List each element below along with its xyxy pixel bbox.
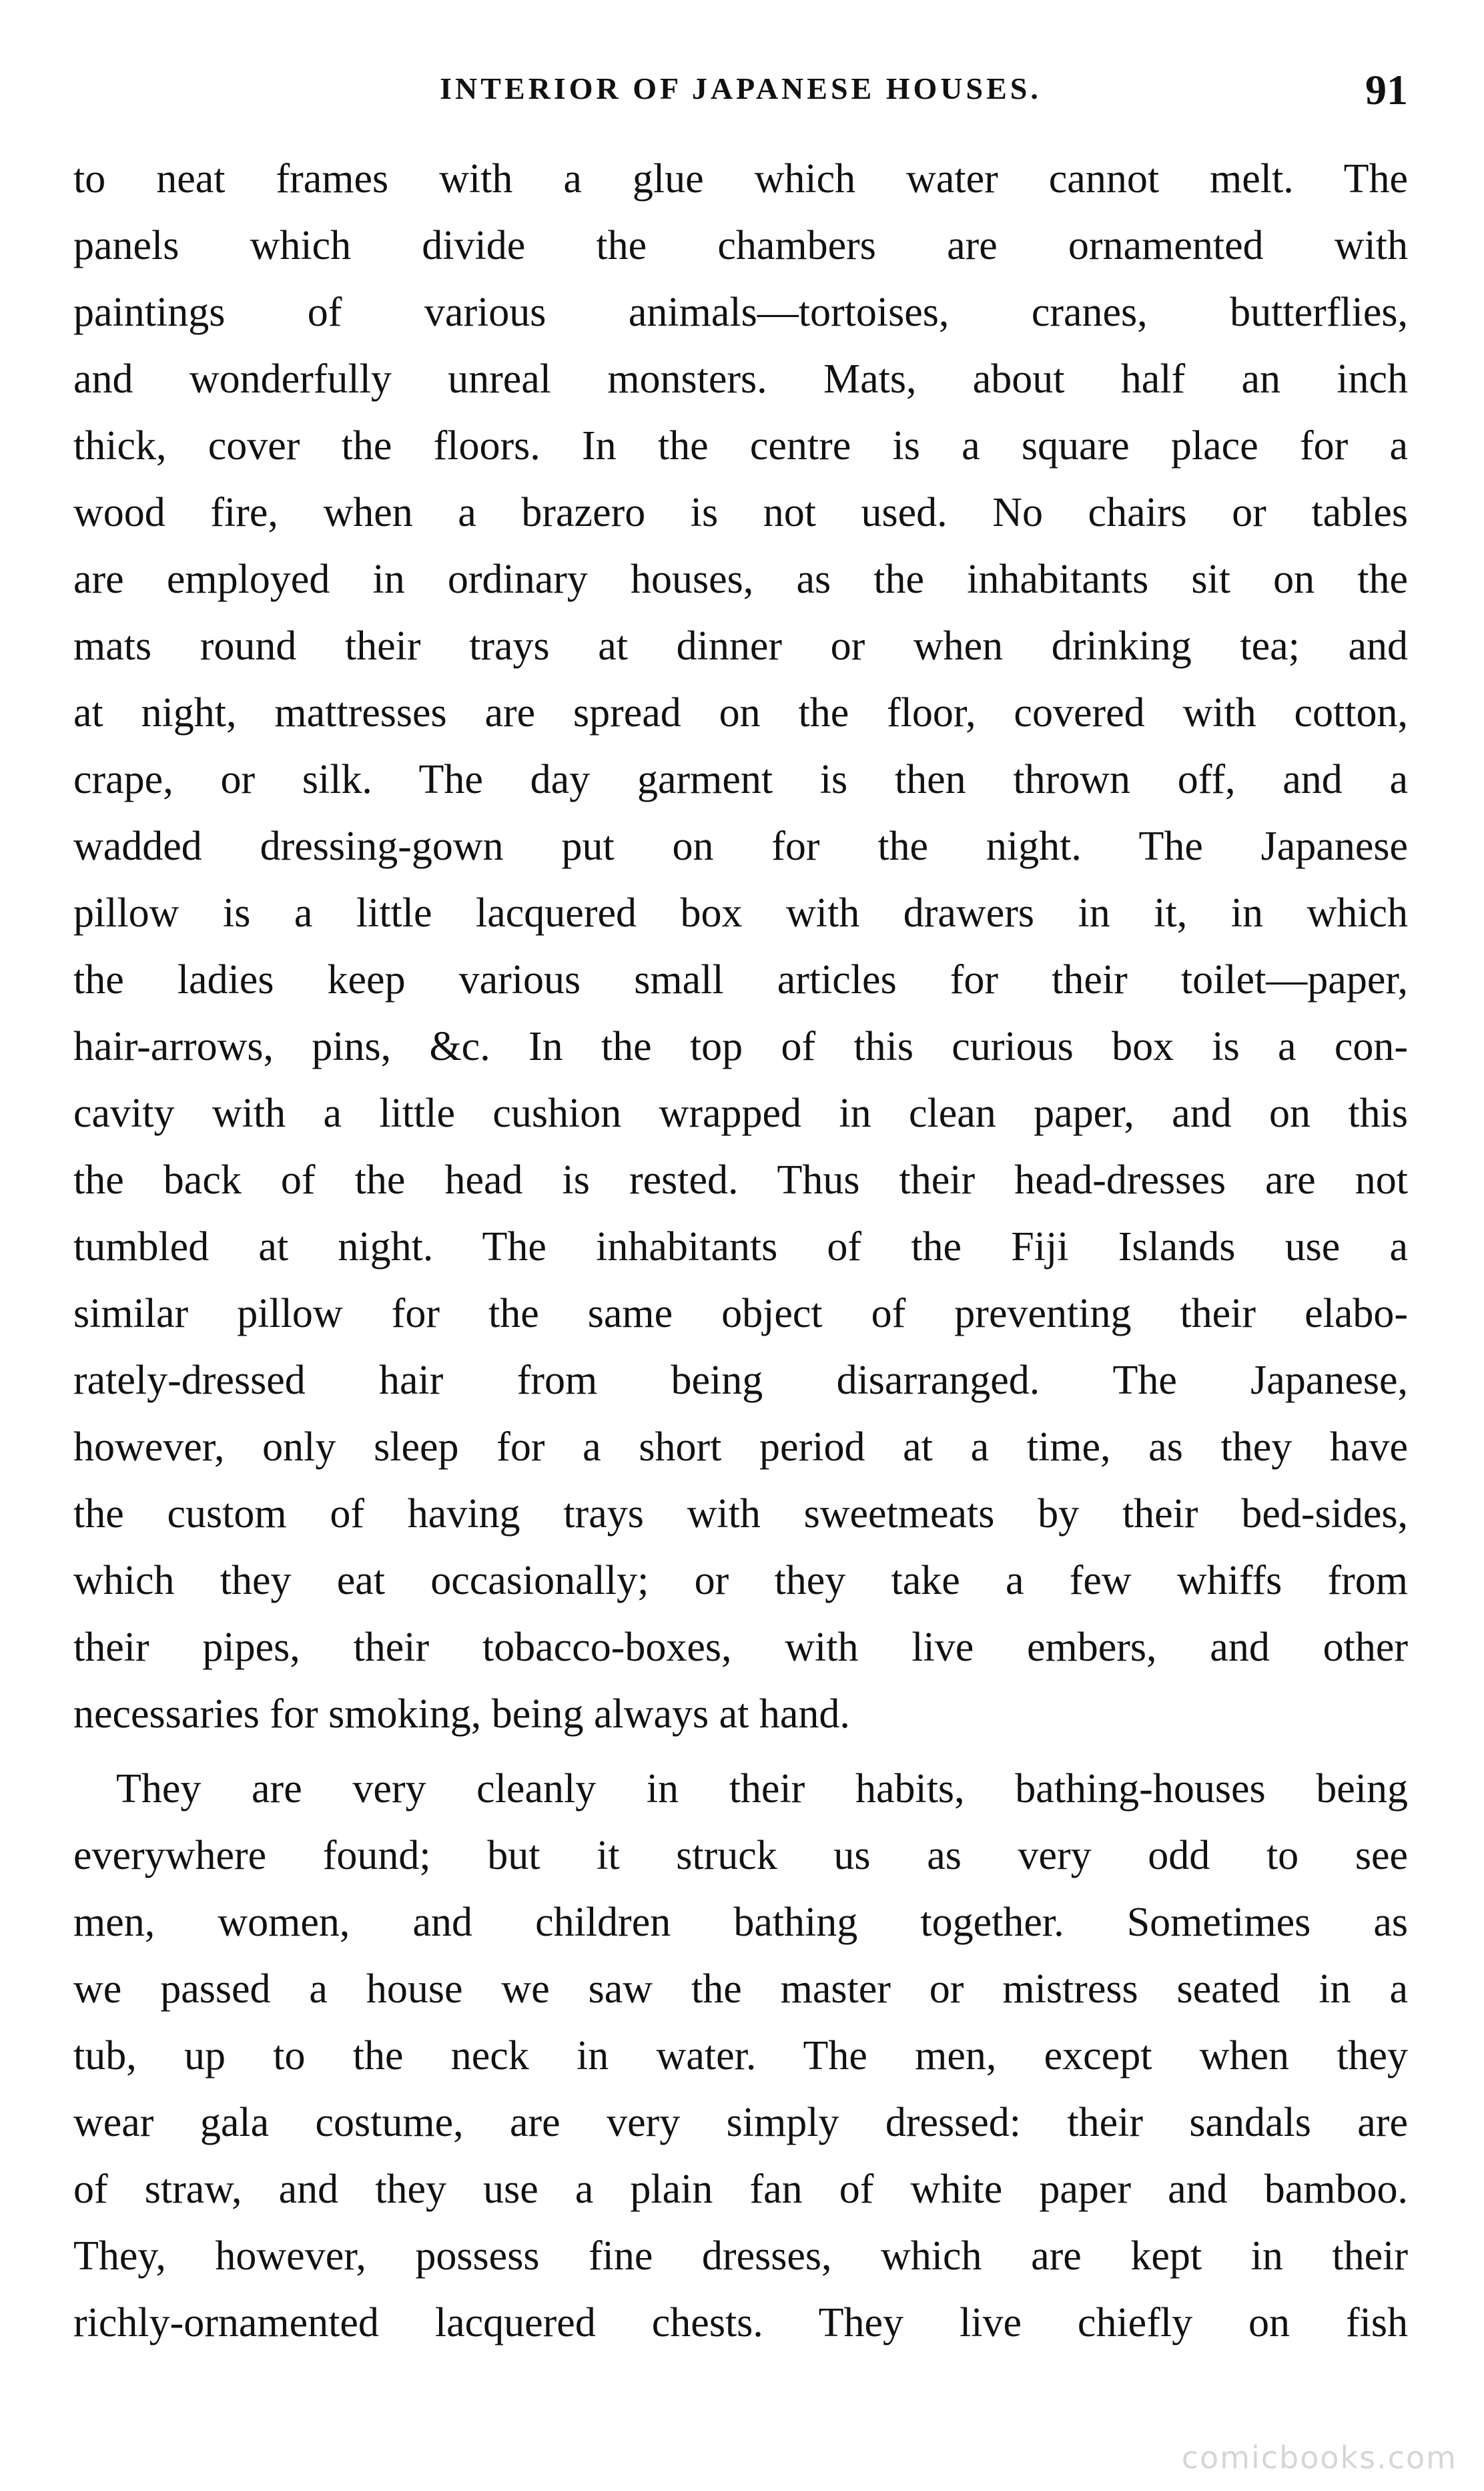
text-line: paintings of various animals—tortoises, cranes, butterflies, bbox=[73, 290, 1408, 335]
text-line: thick, cover the floors. In the centre is a square place for a bbox=[73, 423, 1408, 469]
text-line: hair-arrows, pins, &c. In the top of this curious box is a con- bbox=[73, 1024, 1408, 1069]
text-line: everywhere found; but it struck us as very odd to see bbox=[73, 1833, 1408, 1878]
text-line: They are very cleanly in their habits, bathing-houses being bbox=[116, 1766, 1408, 1812]
text-line: their pipes, their tobacco-boxes, with live embers, and other bbox=[73, 1625, 1408, 1670]
text-line: we passed a house we saw the master or mistress seated in a bbox=[73, 1966, 1408, 2012]
text-line: the ladies keep various small articles for their toilet—paper, bbox=[73, 957, 1408, 1003]
text-line: to neat frames with a glue which water cannot melt. The bbox=[73, 156, 1408, 202]
paragraph-2 bbox=[73, 1755, 1408, 2356]
running-head-title: INTERIOR OF JAPANESE HOUSES. bbox=[440, 71, 1042, 105]
text-line: wadded dressing-gown put on for the night. The Japanese bbox=[73, 824, 1408, 869]
text-line: pillow is a little lacquered box with drawers in it, in which bbox=[73, 890, 1408, 936]
text-line: richly-ornamented lacquered chests. They live chiefly on fish bbox=[73, 2300, 1408, 2345]
text-line: wood fire, when a brazero is not used. No chairs or tables bbox=[73, 490, 1408, 535]
text-line: rately-dressed hair from being disarranged. The Japanese, bbox=[73, 1358, 1408, 1403]
text-line: are employed in ordinary houses, as the inhabitants sit on the bbox=[73, 557, 1408, 602]
text-line: which they eat occasionally; or they take a few whiffs from bbox=[73, 1558, 1408, 1603]
text-line: necessaries for smoking, being always at hand. bbox=[73, 1691, 850, 1737]
text-line: the back of the head is rested. Thus their head-dresses are not bbox=[73, 1157, 1408, 1203]
text-line: crape, or silk. The day garment is then thrown off, and a bbox=[73, 757, 1408, 802]
text-line: the custom of having trays with sweetmeats by their bed-sides, bbox=[73, 1491, 1408, 1537]
paragraph-1 bbox=[73, 146, 1408, 1747]
text-line: similar pillow for the same object of preventing their elabo- bbox=[73, 1291, 1408, 1336]
text-line: however, only sleep for a short period at a time, as they have bbox=[73, 1424, 1408, 1470]
text-line: men, women, and children bathing together. Sometimes as bbox=[73, 1900, 1408, 1945]
body-text bbox=[73, 146, 1408, 2356]
watermark: comicbooks.com bbox=[1181, 2440, 1457, 2476]
text-line: and wonderfully unreal monsters. Mats, about half an inch bbox=[73, 356, 1408, 402]
page-number: 91 bbox=[1365, 66, 1408, 113]
running-head bbox=[73, 65, 1408, 119]
text-line: tub, up to the neck in water. The men, except when they bbox=[73, 2033, 1408, 2079]
text-line: mats round their trays at dinner or when drinking tea; and bbox=[73, 623, 1408, 669]
text-line: They, however, possess fine dresses, which are kept in their bbox=[73, 2233, 1408, 2279]
text-line: of straw, and they use a plain fan of white paper and bamboo. bbox=[73, 2167, 1408, 2212]
text-line: panels which divide the chambers are ornamented with bbox=[73, 223, 1408, 268]
text-line: at night, mattresses are spread on the floor, covered with cotton, bbox=[73, 690, 1408, 736]
paragraph-gap bbox=[73, 1747, 1408, 1755]
text-line: tumbled at night. The inhabitants of the Fiji Islands use a bbox=[73, 1224, 1408, 1270]
text-line: cavity with a little cushion wrapped in clean paper, and on this bbox=[73, 1091, 1408, 1136]
text-line: wear gala costume, are very simply dressed: their sandals are bbox=[73, 2100, 1408, 2145]
